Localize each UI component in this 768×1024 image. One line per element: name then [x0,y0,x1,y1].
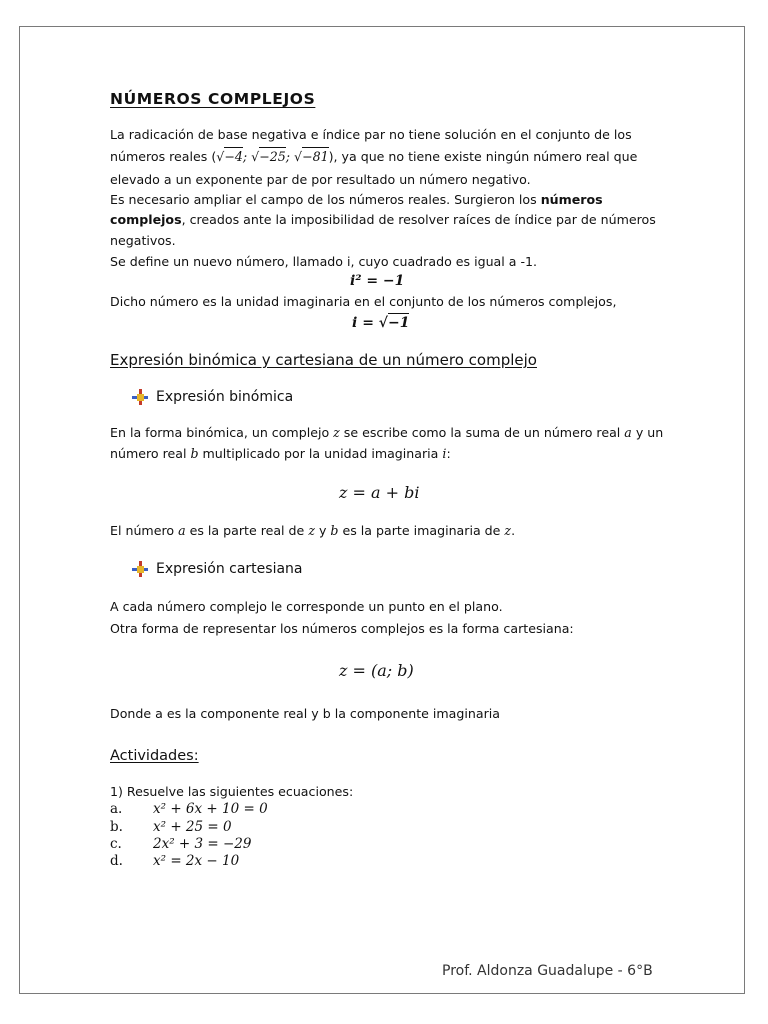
intro-line-2-start: números reales ( [110,149,217,164]
activities-title: Actividades: [110,748,199,764]
formula-cartesian: z = (a; b) [339,661,414,680]
binomial-text-5: multiplicado por la unidad imaginaria [198,446,443,461]
var-b: b [190,446,199,461]
formula-i-squared: i² = −1 [350,273,405,289]
cartesian-line-1: A cada número complejo le corresponde un punto en el plano. [110,599,503,614]
cartesian-note: Donde a es la componente real y b la componente imaginaria [110,706,500,721]
exercise-label: a. [110,801,123,817]
var-i: i [442,446,447,461]
binomial-heading-label: Expresión binómica [156,389,294,405]
intro-line-2-end: ), ya que no tiene existe ningún número real que [328,149,638,164]
binomial-text-6: : [446,446,451,461]
binomial-note-1: El número [110,523,179,538]
exercise-d [110,853,239,869]
intro-line-4-start: Es necesario ampliar el campo de los números reales. Surgieron los [110,192,541,207]
exercise-label: c. [110,836,122,852]
intro-line-4 [110,192,603,208]
cartesian-line-2: Otra forma de representar los números complejos es la forma cartesiana: [110,621,574,636]
cartesian-heading-label: Expresión cartesiana [156,561,303,577]
binomial-note-2: es la parte real de [185,523,309,538]
var-z: z [333,425,340,440]
cartesian-heading [132,561,303,577]
page-title: NÚMEROS COMPLEJOS [110,90,316,108]
intro-bold-complejos: complejos [110,212,182,227]
root-1: −4 [224,149,243,164]
binomial-text-2: se escribe como la suma de un número real [339,425,625,440]
binomial-text-1: En la forma binómica, un complejo [110,425,334,440]
exercise-label: b. [110,819,123,835]
binomial-note-3: y [314,523,331,538]
exercise-equation: 2x² + 3 = −29 [153,836,252,852]
intro-line-7: Se define un nuevo número, llamado i, cuyo cuadrado es igual a -1. [110,254,538,269]
section-heading: Expresión binómica y cartesiana de un número complejo [110,351,537,369]
formula-i-root-lhs: i = [352,315,379,331]
binomial-note [110,523,515,539]
exercise-label: d. [110,853,123,869]
binomial-line-1 [110,425,663,441]
intro-line-8: Dicho número es la unidad imaginaria en el conjunto de los números complejos, [110,294,617,309]
binomial-note-5: . [511,523,516,538]
footer-author: Prof. Aldonza Guadalupe - 6°B [442,963,653,979]
intro-line-5 [110,212,656,228]
binomial-note-4: es la parte imaginaria de [338,523,505,538]
binomial-line-2 [110,446,451,462]
note-var-b: b [330,523,339,538]
exercise-equation: x² + 6x + 10 = 0 [153,801,268,817]
formula-binomial: z = a + bi [339,483,420,502]
intro-line-3: elevado a un exponente par de por resultado un número negativo. [110,172,531,187]
note-var-z2: z [504,523,512,538]
note-var-z1: z [308,523,315,538]
formula-i-root-radicand: −1 [388,315,410,331]
intro-line-1: La radicación de base negativa e índice par no tiene solución en el conjunto de los [110,127,632,142]
formula-i-root: i = √−1 [352,315,410,331]
intro-line-5-end: , creados ante la imposibilidad de resolver raíces de índice par de números [181,212,656,227]
bullet-icon [132,389,148,405]
exercise-c [110,836,251,852]
exercise-equation: x² + 25 = 0 [153,819,232,835]
var-a: a [624,425,632,440]
root-3: −81 [302,149,329,164]
bullet-icon [132,561,148,577]
binomial-text-3: y un [631,425,664,440]
exercise-b [110,819,232,835]
binomial-text-4: número real [110,446,191,461]
note-var-a: a [178,523,186,538]
intro-bold-numeros: números [540,192,603,207]
intro-line-2: números reales (√−4; √−25; √−81), ya que no tiene existe ningún número real que [110,149,638,164]
exercise-a [110,801,268,817]
exercise-equation: x² = 2x − 10 [153,853,240,869]
intro-line-6: negativos. [110,233,176,248]
root-2: −25 [259,149,286,164]
binomial-heading [132,389,293,405]
activities-prompt: 1) Resuelve las siguientes ecuaciones: [110,784,354,799]
